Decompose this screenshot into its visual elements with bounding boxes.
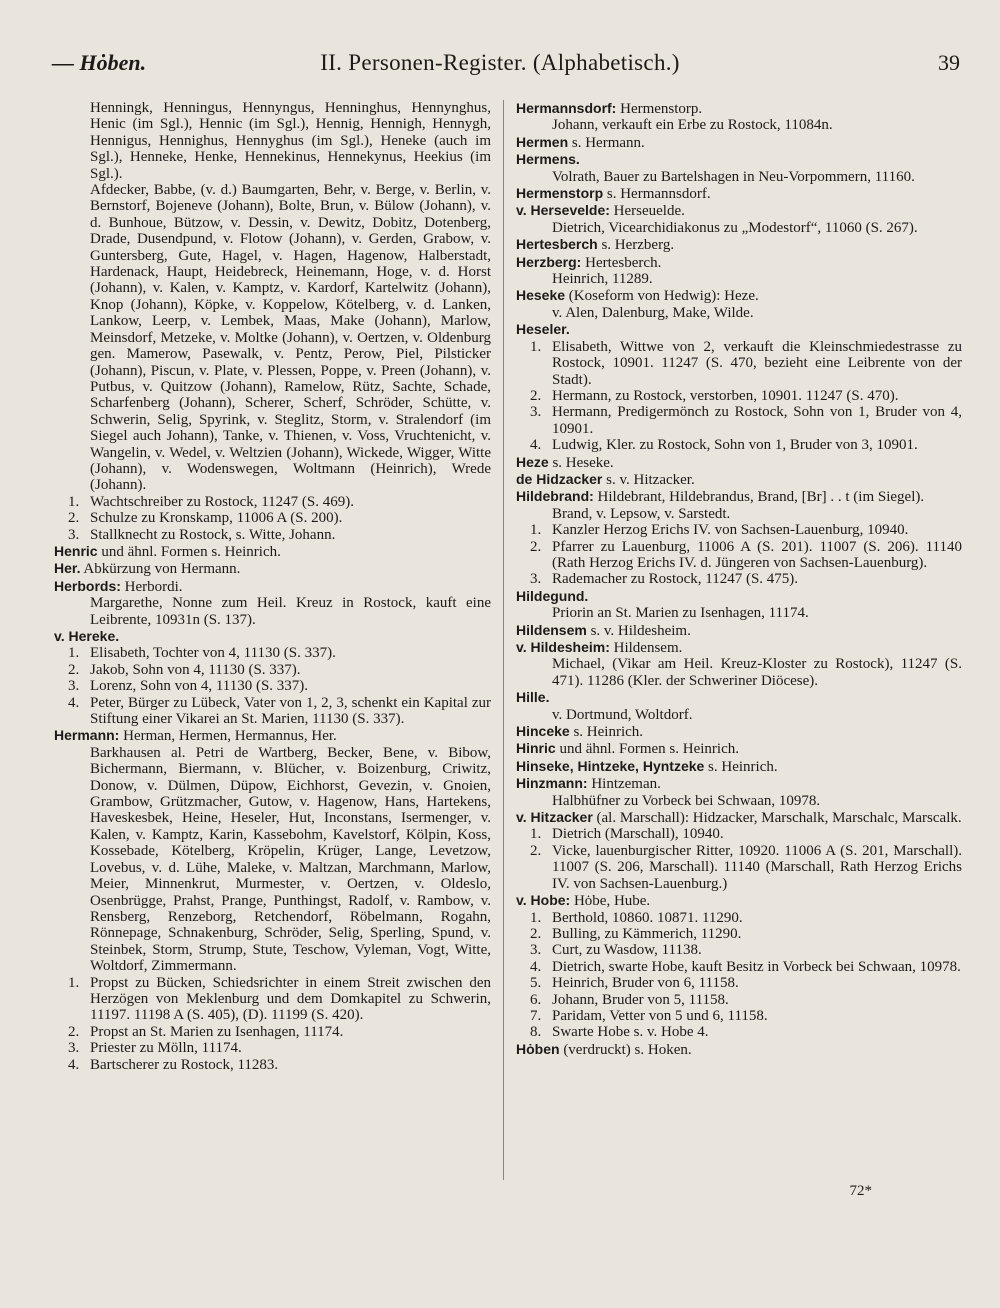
entry-headword: Hinceke: [516, 723, 570, 740]
entry-variants: Hȯbe, Hube.: [570, 893, 651, 910]
entry-item: [54, 510, 491, 526]
item-text: Jakob, Sohn von 4, 11130 (S. 337).: [90, 661, 301, 678]
entry-text: Barkhausen al. Petri de Wartberg, Becker, Bene, v. Bibow, Bichermann, Biermann, v. Blücher, v. Boizenburg, Criwitz, Donow, v. Dülmen, Düpow, Eichhorst, Gevezin, v. Gnoien, Grambow, Grützmacher, Gutow, v. Hagenow, Hans, Hartekens, Haveskesbek, Heine, Heseler, Hut, Inconstans, Isermenger, v. Kalen, v. Kamptz, Karin, Kassebohm, Kavelstorf, Kölpin, Koss, Kossebade, Kötelberg, Kröpelin, Krüger, Lange, Levetzow, Lovebus, v. d. Lühe, Maleke, v. Maltzan, Marchmann, Marlow, Meier, Minnenkrut, Murmester, v. Oertzen, v. Oldeslo, Osenbrügge, Prahst, Prange, Punthingst, Radolf, v. Rambow, v. Rensberg, Renzeborg, Retchendorf, Röbelmann, Rogahn, Rönnepage, Schnakenburg, Schröder, Selig, Sperling, Spund, v. Steinbek, Storm, Strump, Stute, Teschow, Vyleman, Vogt, Witte, Woltdorf, Zimmermann.: [90, 744, 491, 975]
header-title: II. Personen-Register. (Alphabetisch.): [320, 50, 680, 75]
item-number: 3.: [68, 526, 80, 543]
entry-headline: [516, 287, 962, 304]
entry-headline: [516, 740, 962, 757]
entry-variants: s. Herzberg.: [597, 237, 675, 254]
entry-headline: [516, 775, 962, 792]
item-text: Lorenz, Sohn von 4, 11130 (S. 337).: [90, 678, 309, 695]
item-number: 5.: [530, 975, 542, 992]
entry-variants: und ähnl. Formen s. Heinrich.: [555, 741, 739, 758]
entry-text: Brand, v. Lepsow, v. Sarstedt.: [552, 505, 731, 522]
item-number: 2.: [68, 510, 80, 527]
entry-item: [516, 571, 962, 587]
entry-text: v. Alen, Dalenburg, Make, Wilde.: [552, 304, 754, 321]
entry-item: [54, 645, 491, 661]
register-entry: [516, 454, 962, 471]
entry-text: Halbhüfner zu Vorbeck bei Schwaan, 10978.: [552, 792, 821, 809]
entry-headword: v. Hereke.: [54, 628, 120, 644]
register-entry: [516, 723, 962, 740]
item-text: Vicke, lauenburgischer Ritter, 10920. 11006 A (S. 201, Marschall). 11007 (S. 206, Marschall). 11140 (Marschall, Rath Herzog Erichs IV. von Sachsen-Lauenburg.): [552, 842, 962, 892]
item-number: 1.: [68, 493, 80, 510]
entry-headword: Hildebrand:: [516, 488, 594, 505]
entry-text: Margarethe, Nonne zum Heil. Kreuz in Rostock, kauft eine Leibrente, 10931n (S. 137).: [90, 595, 491, 628]
entry-headword: Hinseke, Hintzeke, Hyntzeke: [516, 757, 705, 774]
column-rule: [503, 100, 504, 1180]
entry-headline: [516, 488, 962, 505]
entry-headline: [516, 134, 962, 151]
entry-variants: s. v. Hildesheim.: [586, 622, 691, 639]
entry-headword: v. Hildesheim:: [516, 639, 610, 655]
register-entry: [54, 100, 491, 543]
item-text: Priester zu Mölln, 11174.: [90, 1040, 242, 1057]
entry-variants: (verdruckt) s. Hoken.: [559, 1041, 692, 1058]
entry-headline: [516, 254, 962, 271]
entry-headline: [516, 321, 962, 338]
register-entry: [516, 185, 962, 202]
entry-headword: Heze: [516, 453, 549, 470]
entry-item: [516, 910, 962, 926]
entry-variants: Herbordi.: [120, 578, 183, 595]
entry-item: [516, 992, 962, 1008]
entry-headword: Hertesberch: [516, 236, 598, 253]
item-text: Schulze zu Kronskamp, 11006 A (S. 200).: [90, 510, 343, 527]
entry-variants: s. Hermannsdorf.: [603, 186, 711, 203]
entry-headword: v. Hersevelde:: [516, 202, 610, 219]
entry-item: [54, 494, 491, 510]
register-entry: [516, 488, 962, 587]
entry-variants: s. Heinrich.: [704, 758, 778, 775]
register-entry: [516, 100, 962, 134]
entry-item: [516, 942, 962, 958]
entry-variants: (Koseform von Hedwig): Heze.: [565, 288, 759, 305]
register-entry: [516, 202, 962, 236]
item-text: Hermann, Predigermönch zu Rostock, Sohn von 1, Bruder von 4, 10901.: [552, 404, 962, 437]
entry-item: [516, 339, 962, 388]
entry-headline: [516, 236, 962, 253]
item-text: Rademacher zu Rostock, 11247 (S. 475).: [552, 571, 799, 588]
register-entry: [516, 254, 962, 288]
item-number: 6.: [530, 991, 542, 1008]
entry-headline: [54, 578, 491, 595]
item-text: Kanzler Herzog Erichs IV. von Sachsen-Lauenburg, 10940.: [552, 522, 909, 539]
item-number: 1.: [530, 338, 542, 355]
register-entry: [54, 560, 491, 577]
entry-headline: [516, 454, 962, 471]
item-text: Swarte Hobe s. v. Hobe 4.: [552, 1024, 709, 1041]
item-text: Bartscherer zu Rostock, 11283.: [90, 1056, 279, 1073]
item-number: 4.: [68, 694, 80, 711]
register-entry: [516, 588, 962, 622]
entry-item: [54, 662, 491, 678]
entry-headword: Hermens.: [516, 151, 580, 168]
entry-headword: Hermann:: [54, 727, 120, 744]
item-text: Hermann, zu Rostock, verstorben, 10901. 11247 (S. 470).: [552, 387, 899, 404]
item-number: 4.: [530, 437, 542, 454]
entry-item: [516, 975, 962, 991]
item-number: 2.: [68, 661, 80, 678]
item-number: 1.: [530, 909, 542, 926]
item-text: Dietrich (Marschall), 10940.: [552, 826, 724, 843]
item-number: 3.: [530, 404, 542, 421]
item-number: 1.: [68, 645, 80, 662]
entry-headword: v. Hobe:: [516, 892, 571, 909]
entry-variants: s. Heseke.: [548, 454, 614, 471]
entry-headline: [516, 202, 962, 219]
entry-headword: Herzberg:: [516, 253, 582, 270]
entry-variants: s. Heinrich.: [569, 724, 644, 741]
left-column: [54, 100, 491, 1073]
item-text: Ludwig, Kler. zu Rostock, Sohn von 1, Bruder von 3, 10901.: [552, 437, 918, 454]
register-entry: [54, 578, 491, 628]
register-entry: [54, 628, 491, 727]
entry-variants: s. v. Hitzacker.: [602, 471, 695, 488]
entry-headword: Herbords:: [54, 577, 121, 594]
entry-headword: Hildegund.: [516, 587, 589, 604]
running-header: [0, 50, 1000, 84]
register-entry: [516, 622, 962, 639]
item-number: 2.: [530, 538, 542, 555]
entry-headline: [54, 628, 491, 645]
item-text: Curt, zu Wasdow, 11138.: [552, 942, 702, 959]
item-text: Bulling, zu Kämmerich, 11290.: [552, 925, 742, 942]
entry-headword: Her.: [54, 560, 81, 577]
register-entry: [516, 151, 962, 185]
register-entry: [516, 775, 962, 809]
entry-text: Johann, verkauft ein Erbe zu Rostock, 11084n.: [552, 117, 833, 134]
item-number: 3.: [530, 942, 542, 959]
register-entry: [54, 727, 491, 1073]
entry-item: [54, 1024, 491, 1040]
signature-mark: 72*: [849, 1183, 872, 1199]
item-text: Johann, Bruder von 5, 11158.: [552, 991, 729, 1008]
register-entry: [516, 740, 962, 757]
register-entry: [516, 1041, 962, 1058]
entry-headword: v. Hitzacker: [516, 809, 593, 826]
entry-headword: Hille.: [516, 689, 550, 706]
entry-text: Henningk, Henningus, Hennyngus, Henninghus, Hennynghus, Henic (im Sgl.), Hennic (im Sgl.), Hennig, Hennigh, Hennygh, Hennigus, Hennighus, Hennyghus (im Sgl.), Heneke (auch im Sgl.), Henneke, Henke, Hennekinus, Hennekynus, Heekius (im Sgl.).: [90, 100, 491, 182]
item-number: 3.: [530, 571, 542, 588]
item-text: Wachtschreiber zu Rostock, 11247 (S. 469).: [90, 493, 355, 510]
entry-item: [516, 843, 962, 892]
item-number: 3.: [68, 678, 80, 695]
entry-variants: Hintzeman.: [587, 776, 661, 793]
item-text: Elisabeth, Wittwe von 2, verkauft die Kleinschmiedestrasse zu Rostock, 10901. 11247 (S. 470, bezieht eine Leibrente von der Stadt).: [552, 338, 962, 388]
entry-headword: Hermannsdorf:: [516, 100, 617, 116]
entry-item: [54, 678, 491, 694]
item-text: Elisabeth, Tochter von 4, 11130 (S. 337).: [90, 645, 336, 662]
entry-headline: [516, 723, 962, 740]
entry-text: Volrath, Bauer zu Bartelshagen in Neu-Vorpommern, 11160.: [552, 168, 915, 185]
entry-headline: [516, 1041, 962, 1058]
entry-headline: [516, 471, 962, 488]
item-number: 7.: [530, 1007, 542, 1024]
entry-variants: Herman, Hermen, Hermannus, Her.: [119, 728, 337, 745]
item-number: 2.: [530, 387, 542, 404]
entry-headword: Heseler.: [516, 321, 570, 338]
item-number: 4.: [530, 958, 542, 975]
entry-variants: Hildebrant, Hildebrandus, Brand, [Br] . . t (im Siegel).: [593, 489, 925, 506]
item-text: Propst an St. Marien zu Isenhagen, 11174.: [90, 1023, 344, 1040]
item-number: 2.: [68, 1023, 80, 1040]
register-entry: [516, 471, 962, 488]
item-text: Peter, Bürger zu Lübeck, Vater von 1, 2, 3, schenkt ein Kapital zur Stiftung einer Vikarei an St. Marien, 11130 (S. 337).: [90, 694, 491, 728]
entry-item: [516, 1024, 962, 1040]
item-text: Paridam, Vetter von 5 und 6, 11158.: [552, 1007, 768, 1024]
entry-text: Priorin an St. Marien zu Isenhagen, 11174.: [552, 605, 809, 622]
register-entry: [516, 287, 962, 321]
register-entry: [516, 758, 962, 775]
entry-headline: [54, 543, 491, 560]
entry-headword: Hermen: [516, 133, 569, 150]
entry-item: [54, 1040, 491, 1056]
entry-item: [54, 975, 491, 1024]
item-number: 1.: [530, 826, 542, 843]
entry-item: [516, 539, 962, 572]
item-number: 3.: [68, 1040, 80, 1057]
entry-headline: [516, 689, 962, 706]
entry-text: Michael, (Vikar am Heil. Kreuz-Kloster zu Rostock), 11247 (S. 471). 11286 (Kler. der Schweriner Diöcese).: [552, 656, 962, 689]
right-column: [516, 100, 962, 1058]
entry-item: [54, 695, 491, 728]
entry-headline: [54, 727, 491, 744]
register-entry: [516, 236, 962, 253]
entry-headline: [516, 622, 962, 639]
register-entry: [516, 639, 962, 689]
item-text: Pfarrer zu Lauenburg, 11006 A (S. 201). 11007 (S. 206). 11140 (Rath Herzog Erichs IV. d. Jüngeren von Sachsen-Lauenburg).: [552, 538, 962, 571]
register-entry: [54, 543, 491, 560]
entry-headword: de Hidzacker: [516, 470, 603, 487]
entry-item: [516, 926, 962, 942]
entry-text: Heinrich, 11289.: [552, 271, 653, 288]
register-entry: [516, 689, 962, 723]
header-catchword: — Hȯben.: [52, 50, 147, 75]
entry-variants: und ähnl. Formen s. Heinrich.: [97, 543, 281, 560]
entry-headline: [516, 639, 962, 656]
item-number: 2.: [530, 842, 542, 859]
entry-headline: [516, 758, 962, 775]
entry-headline: [516, 185, 962, 202]
item-text: Heinrich, Bruder von 6, 11158.: [552, 975, 739, 992]
register-entry: [516, 809, 962, 892]
entry-headline: [516, 809, 962, 826]
page-number: 39: [938, 50, 960, 75]
register-entry: [516, 134, 962, 151]
entry-variants: Hildensem.: [609, 640, 683, 656]
entry-variants: (al. Marschall): Hidzacker, Marschalk, Marschalc, Marscalk.: [592, 810, 962, 827]
entry-text: v. Dortmund, Woltdorf.: [552, 706, 693, 723]
item-number: 2.: [530, 925, 542, 942]
entry-headword: Hinric: [516, 740, 556, 757]
entry-headword: Heseke: [516, 287, 566, 304]
entry-item: [516, 959, 962, 975]
entry-headword: Henric: [54, 542, 98, 559]
entry-headline: [516, 892, 962, 909]
entry-variants: Abkürzung von Hermann.: [80, 561, 241, 578]
entry-item: [54, 527, 491, 543]
entry-variants: Hertesberch.: [581, 254, 662, 271]
entry-headword: Hinzmann:: [516, 775, 588, 792]
item-number: 1.: [530, 522, 542, 539]
item-text: Berthold, 10860. 10871. 11290.: [552, 909, 743, 926]
entry-variants: Herseuelde.: [609, 203, 685, 220]
entry-item: [516, 522, 962, 538]
entry-headline: [516, 100, 962, 117]
entry-item: [516, 388, 962, 404]
entry-headword: Hermenstorp: [516, 185, 604, 202]
item-number: 4.: [68, 1056, 80, 1073]
entry-headline: [516, 151, 962, 168]
item-number: 8.: [530, 1024, 542, 1041]
entry-headword: Hȯben: [516, 1040, 560, 1057]
entry-item: [516, 437, 962, 453]
register-entry: [516, 892, 962, 1041]
entry-headline: [516, 588, 962, 605]
register-entry: [516, 321, 962, 453]
entry-item: [516, 1008, 962, 1024]
entry-headword: Hildensem: [516, 621, 587, 638]
entry-variants: s. Hermann.: [568, 134, 645, 151]
entry-item: [516, 826, 962, 842]
entry-text: Afdecker, Babbe, (v. d.) Baumgarten, Behr, v. Berge, v. Berlin, v. Bernstorf, Bojeneve (Johann), Bolte, Brun, v. Bülow (Johann), v. d. Bunhoue, Bützow, v. Dessin, v. Dewitz, Dobitz, Dotenberg, Drade, Dusendpund, v. Flotow (Johann), v. Gerden, Grabow, v. Guntersberg, Gute, Hagel, v. Hagen, Hagenow, Halberstadt, Hardenack, Haupt, Heidebreck, Heinemann, Hoge, v. d. Horst (Johann), v. Kalen, v. Kamptz, v. Kardorf, Kartelwitz (Johann), Knop (Johann), Köpke, v. Koppelow, Kötelberg, v. d. Lanken, Lankow, Leerp, v. Lembek, Maas, Make (Johann), Marlow, Meinsdorf, Metzeke, v. Moltke (Johann), v. Oertzen, v. Oldenburg gen. Mamerow, Pasewalk, v. Pentz, Perow, Piel, Pilsticker (Johann), Piscun, v. Plate, v. Plessen, Poppe, v. Preen (Johann), v. Putbus, v. Quitzow (Johann), Ramelow, Rütz, Sachte, Schade, Scharfenberg (Johann), Scherer, Scherf, Schröder, Schütte, v. Schwerin, Selig, Spyrink, v. Steglitz, Storm, v. Stralendorf (im Siegel auch Johann), Tanke, v. Thienen, v. Voss, Vruchtenicht, v. Wangelin, v. Wedel, v. Weltzien (Johann), Wickede, Wigger, Witte (Johann), v. Wodenswegen, Woltmann (Heinrich), Wrede (Johann).: [90, 182, 491, 494]
entry-variants: Hermenstorp.: [616, 101, 703, 117]
entry-text: Dietrich, Vicearchidiakonus zu „Modestorf“, 11060 (S. 267).: [552, 219, 918, 236]
item-text: Stallknecht zu Rostock, s. Witte, Johann.: [90, 526, 336, 543]
item-number: 1.: [68, 974, 80, 991]
item-text: Propst zu Bücken, Schiedsrichter in einem Streit zwischen den Herzögen von Meklenburg und dem Domkapitel zu Schwerin, 11197. 11198 A (S. 405), (D). 11199 (S. 420).: [90, 974, 491, 1024]
entry-item: [54, 1057, 491, 1073]
entry-headline: [54, 560, 491, 577]
item-text: Dietrich, swarte Hobe, kauft Besitz in Vorbeck bei Schwaan, 10978.: [552, 958, 961, 975]
entry-item: [516, 404, 962, 437]
